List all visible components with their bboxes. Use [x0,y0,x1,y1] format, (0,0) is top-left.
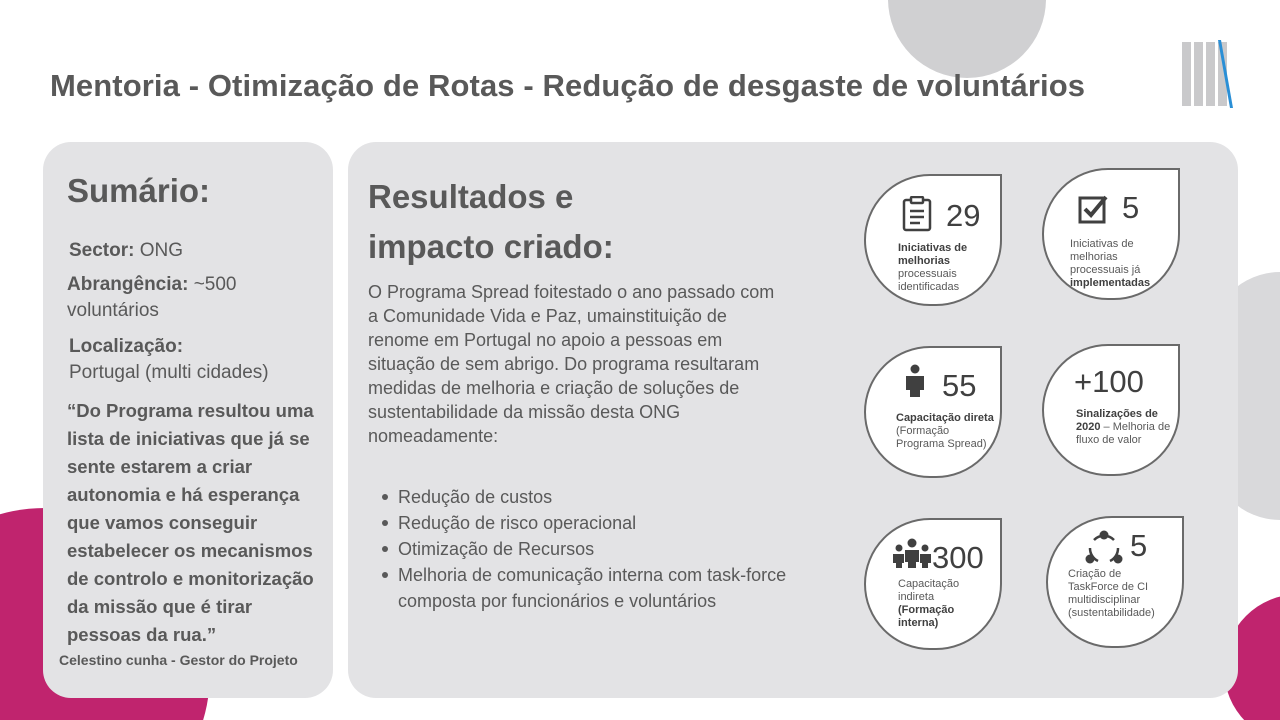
stat-number: 5 [1130,528,1148,563]
group-icon [892,538,932,568]
decorative-circle-top [888,0,1046,78]
scope-label: Abrangência: [67,274,189,295]
results-heading-line1: Resultados e [368,178,574,215]
logo [1180,40,1246,108]
stat-description: Iniciativas de melhorias processuais identificadas [898,242,968,293]
results-bullet-list [378,484,798,614]
stat-number: 55 [942,368,977,403]
testimonial-quote: “Do Programa resultou uma lista de iniciativas que já se sente estarem a criar autonomia e há esperança que vamos conseguir estabelecer os mecanismos de controlo e monitorização da missão que é tirar pessoas da rua.” [67,400,314,645]
stat-badge-direct-training [864,346,1002,478]
list-item: Redução de custos [378,484,798,510]
stat-badge-improvements-identified [864,174,1002,306]
checkbox-icon [1078,194,1110,224]
sector-line [69,238,183,264]
location-value: Portugal (multi cidades) [69,362,269,383]
scope-value-unit: voluntários [67,300,159,321]
scope-line [67,272,237,324]
location-label: Localização: [69,336,184,357]
stat-description: Capacitação direta (Formação Programa Spread) [896,412,994,450]
clipboard-icon [902,196,932,232]
results-heading-line2: impacto criado: [368,228,614,265]
scope-value: ~500 [188,274,237,295]
summary-panel [43,142,333,698]
stat-number: 5 [1122,190,1140,225]
stat-badge-signals-2020 [1042,344,1180,476]
summary-heading: Sumário: [67,172,211,209]
network-icon [1084,530,1124,566]
stat-description: Capacitação indireta (Formação interna) [898,578,960,629]
stat-badge-indirect-training [864,518,1002,650]
results-panel [348,142,1238,698]
stat-badge-improvements-implemented [1042,168,1180,300]
stat-number: 300 [932,540,984,575]
page-title: Mentoria - Otimização de Rotas - Redução de desgaste de voluntários [50,68,1086,103]
stat-description: Sinalizações de 2020 – Melhoria de fluxo de valor [1076,408,1171,446]
people-icon [902,364,928,398]
results-description: O Programa Spread foitestado o ano passado com a Comunidade Vida e Paz, umainstituição de renome em Portugal no apoio a pessoas em situação de sem abrigo. Do programa resultaram medidas de melhoria e criação de soluções de sustentabilidade da missão desta ONG nomeadamente: [368,282,775,446]
stat-description: Iniciativas de melhorias processuais já implementadas [1070,238,1151,289]
stat-badge-taskforce [1046,516,1184,648]
stat-number: +100 [1074,364,1144,399]
stat-description: Criação de TaskForce de CI multidisciplinar (sustentabilidade) [1068,568,1155,619]
location-line [69,334,269,386]
sector-value: ONG [134,240,184,261]
results-heading [368,172,614,272]
list-item: Redução de risco operacional [378,510,798,536]
list-item: Melhoria de comunicação interna com task-force composta por funcionários e voluntários [378,562,798,614]
sector-label: Sector: [69,240,135,261]
list-item: Otimização de Recursos [378,536,798,562]
stat-number: 29 [946,198,981,233]
quote-author: Celestino cunha - Gestor do Projeto [59,652,298,668]
